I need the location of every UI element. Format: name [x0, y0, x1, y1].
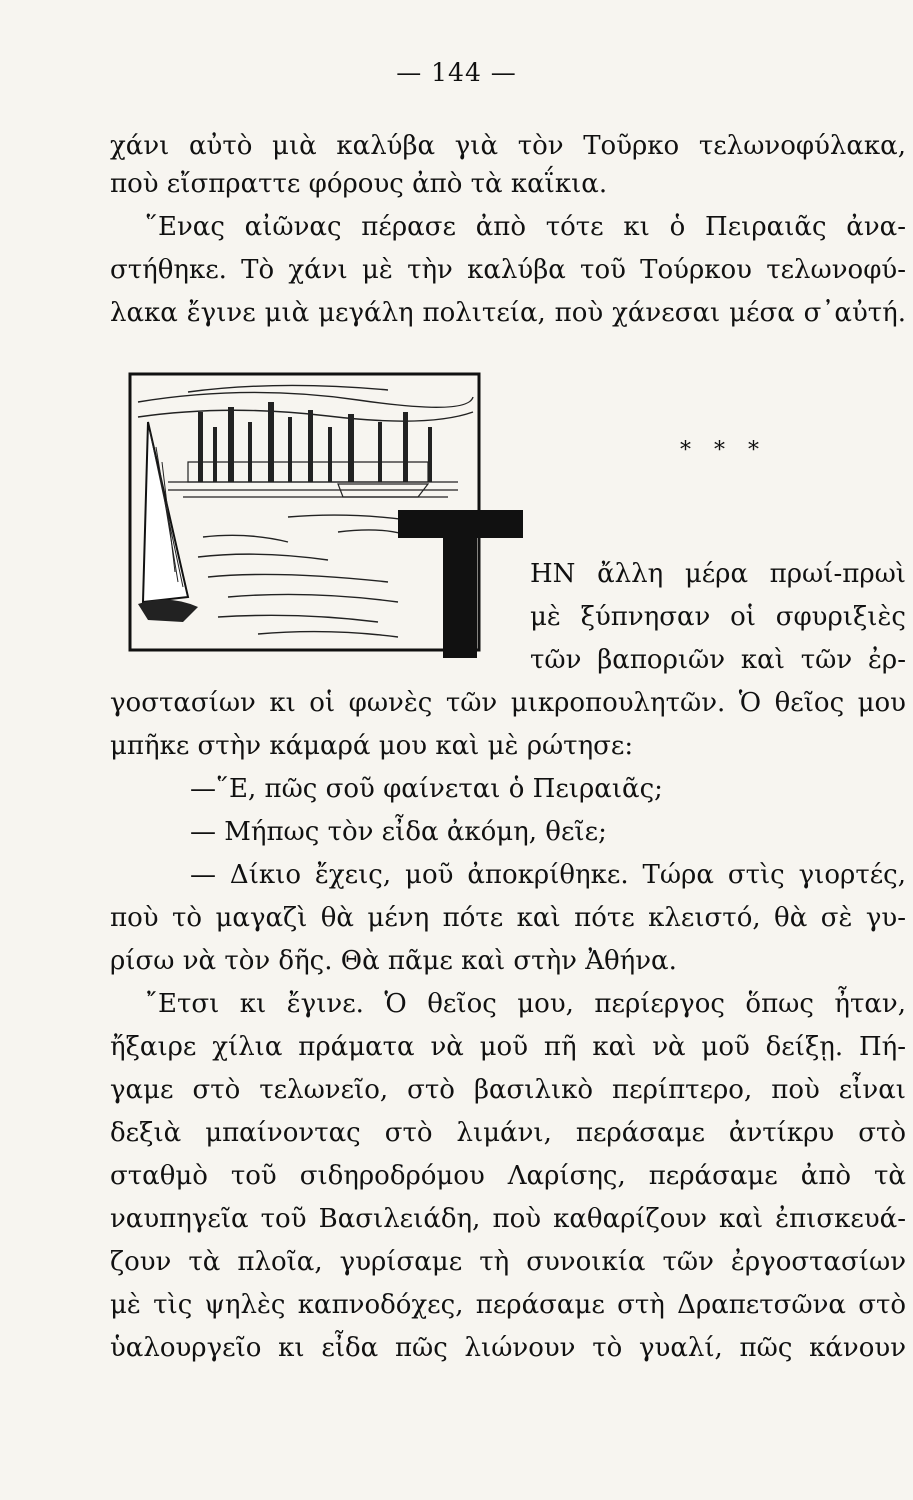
- text-line: μὲ ξύπνησαν οἱ σφυριξιὲς: [530, 602, 906, 632]
- text-line: ζουν τὰ πλοῖα, γυρίσαμε τὴ συνοικία τῶν ἐργοστασίων: [110, 1247, 906, 1277]
- drop-cap-letter: [398, 510, 528, 660]
- page-number: — 144 —: [396, 58, 517, 87]
- text-line: τῶν βαποριῶν καὶ τῶν ἐρ-: [530, 645, 906, 675]
- text-line: — Μήπως τὸν εἶδα ἀκόμη, θεῖε;: [190, 817, 607, 847]
- text-line: δεξιὰ μπαίνοντας στὸ λιμάνι, περάσαμε ἀντίκρυ στὸ: [110, 1118, 906, 1148]
- text-line: λακα ἔγινε μιὰ μεγάλη πολιτεία, ποὺ χάνεσαι μέσα σ᾿αὐτή.: [110, 298, 906, 328]
- text-line: ῎Ετσι κι ἔγινε. Ὁ θεῖος μου, περίεργος ὅπως ἦταν,: [145, 989, 906, 1019]
- text-line: μπῆκε στὴν κάμαρά μου καὶ μὲ ρώτησε:: [110, 731, 634, 761]
- text-line: ποὺ εἴσπραττε φόρους ἀπὸ τὰ καΐκια.: [110, 169, 608, 199]
- text-line: — Δίκιο ἔχεις, μοῦ ἀποκρίθηκε. Τώρα στὶς γιορτές,: [190, 860, 906, 890]
- text-line: ΗΝ ἄλλη μέρα πρωί-πρωὶ: [530, 559, 906, 589]
- text-line: γοστασίων κι οἱ φωνὲς τῶν μικροπουλητῶν. Ὁ θεῖος μου: [110, 688, 906, 718]
- text-line: ρίσω νὰ τὸν δῆς. Θὰ πᾶμε καὶ στὴν Ἀθήνα.: [110, 946, 677, 976]
- text-line: σταθμὸ τοῦ σιδηροδρόμου Λαρίσης, περάσαμε ἀπὸ τὰ: [110, 1161, 906, 1191]
- text-line: ναυπηγεῖα τοῦ Βασιλειάδη, ποὺ καθαρίζουν καὶ ἐπισκευά-: [110, 1204, 906, 1234]
- text-line: στήθηκε. Τὸ χάνι μὲ τὴν καλύβα τοῦ Τούρκου τελωνοφύ-: [110, 255, 906, 285]
- text-line: ποὺ τὸ μαγαζὶ θὰ μένη πότε καὶ πότε κλειστό, θὰ σὲ γυ-: [110, 903, 906, 933]
- text-line: γαμε στὸ τελωνεῖο, στὸ βασιλικὸ περίπτερο, ποὺ εἶναι: [110, 1075, 906, 1105]
- text-line: χάνι αὐτὸ μιὰ καλύβα γιὰ τὸν Τοῦρκο τελωνοφύλακα,: [110, 131, 906, 161]
- section-break-stars: * * *: [680, 438, 767, 463]
- text-line: ὑαλουργεῖο κι εἶδα πῶς λιώνουν τὸ γυαλί, πῶς κάνουν: [110, 1333, 906, 1363]
- text-line: —῞Ε, πῶς σοῦ φαίνεται ὁ Πειραιᾶς;: [190, 774, 663, 804]
- text-line: ἤξαιρε χίλια πράματα νὰ μοῦ πῆ καὶ νὰ μοῦ δείξῃ. Πή-: [110, 1032, 906, 1062]
- text-line: μὲ τὶς ψηλὲς καπνοδόχες, περάσαμε στὴ Δραπετσῶνα στὸ: [110, 1290, 906, 1320]
- text-line: ῞Ενας αἰῶνας πέρασε ἀπὸ τότε κι ὁ Πειραιᾶς ἀνα-: [145, 212, 906, 242]
